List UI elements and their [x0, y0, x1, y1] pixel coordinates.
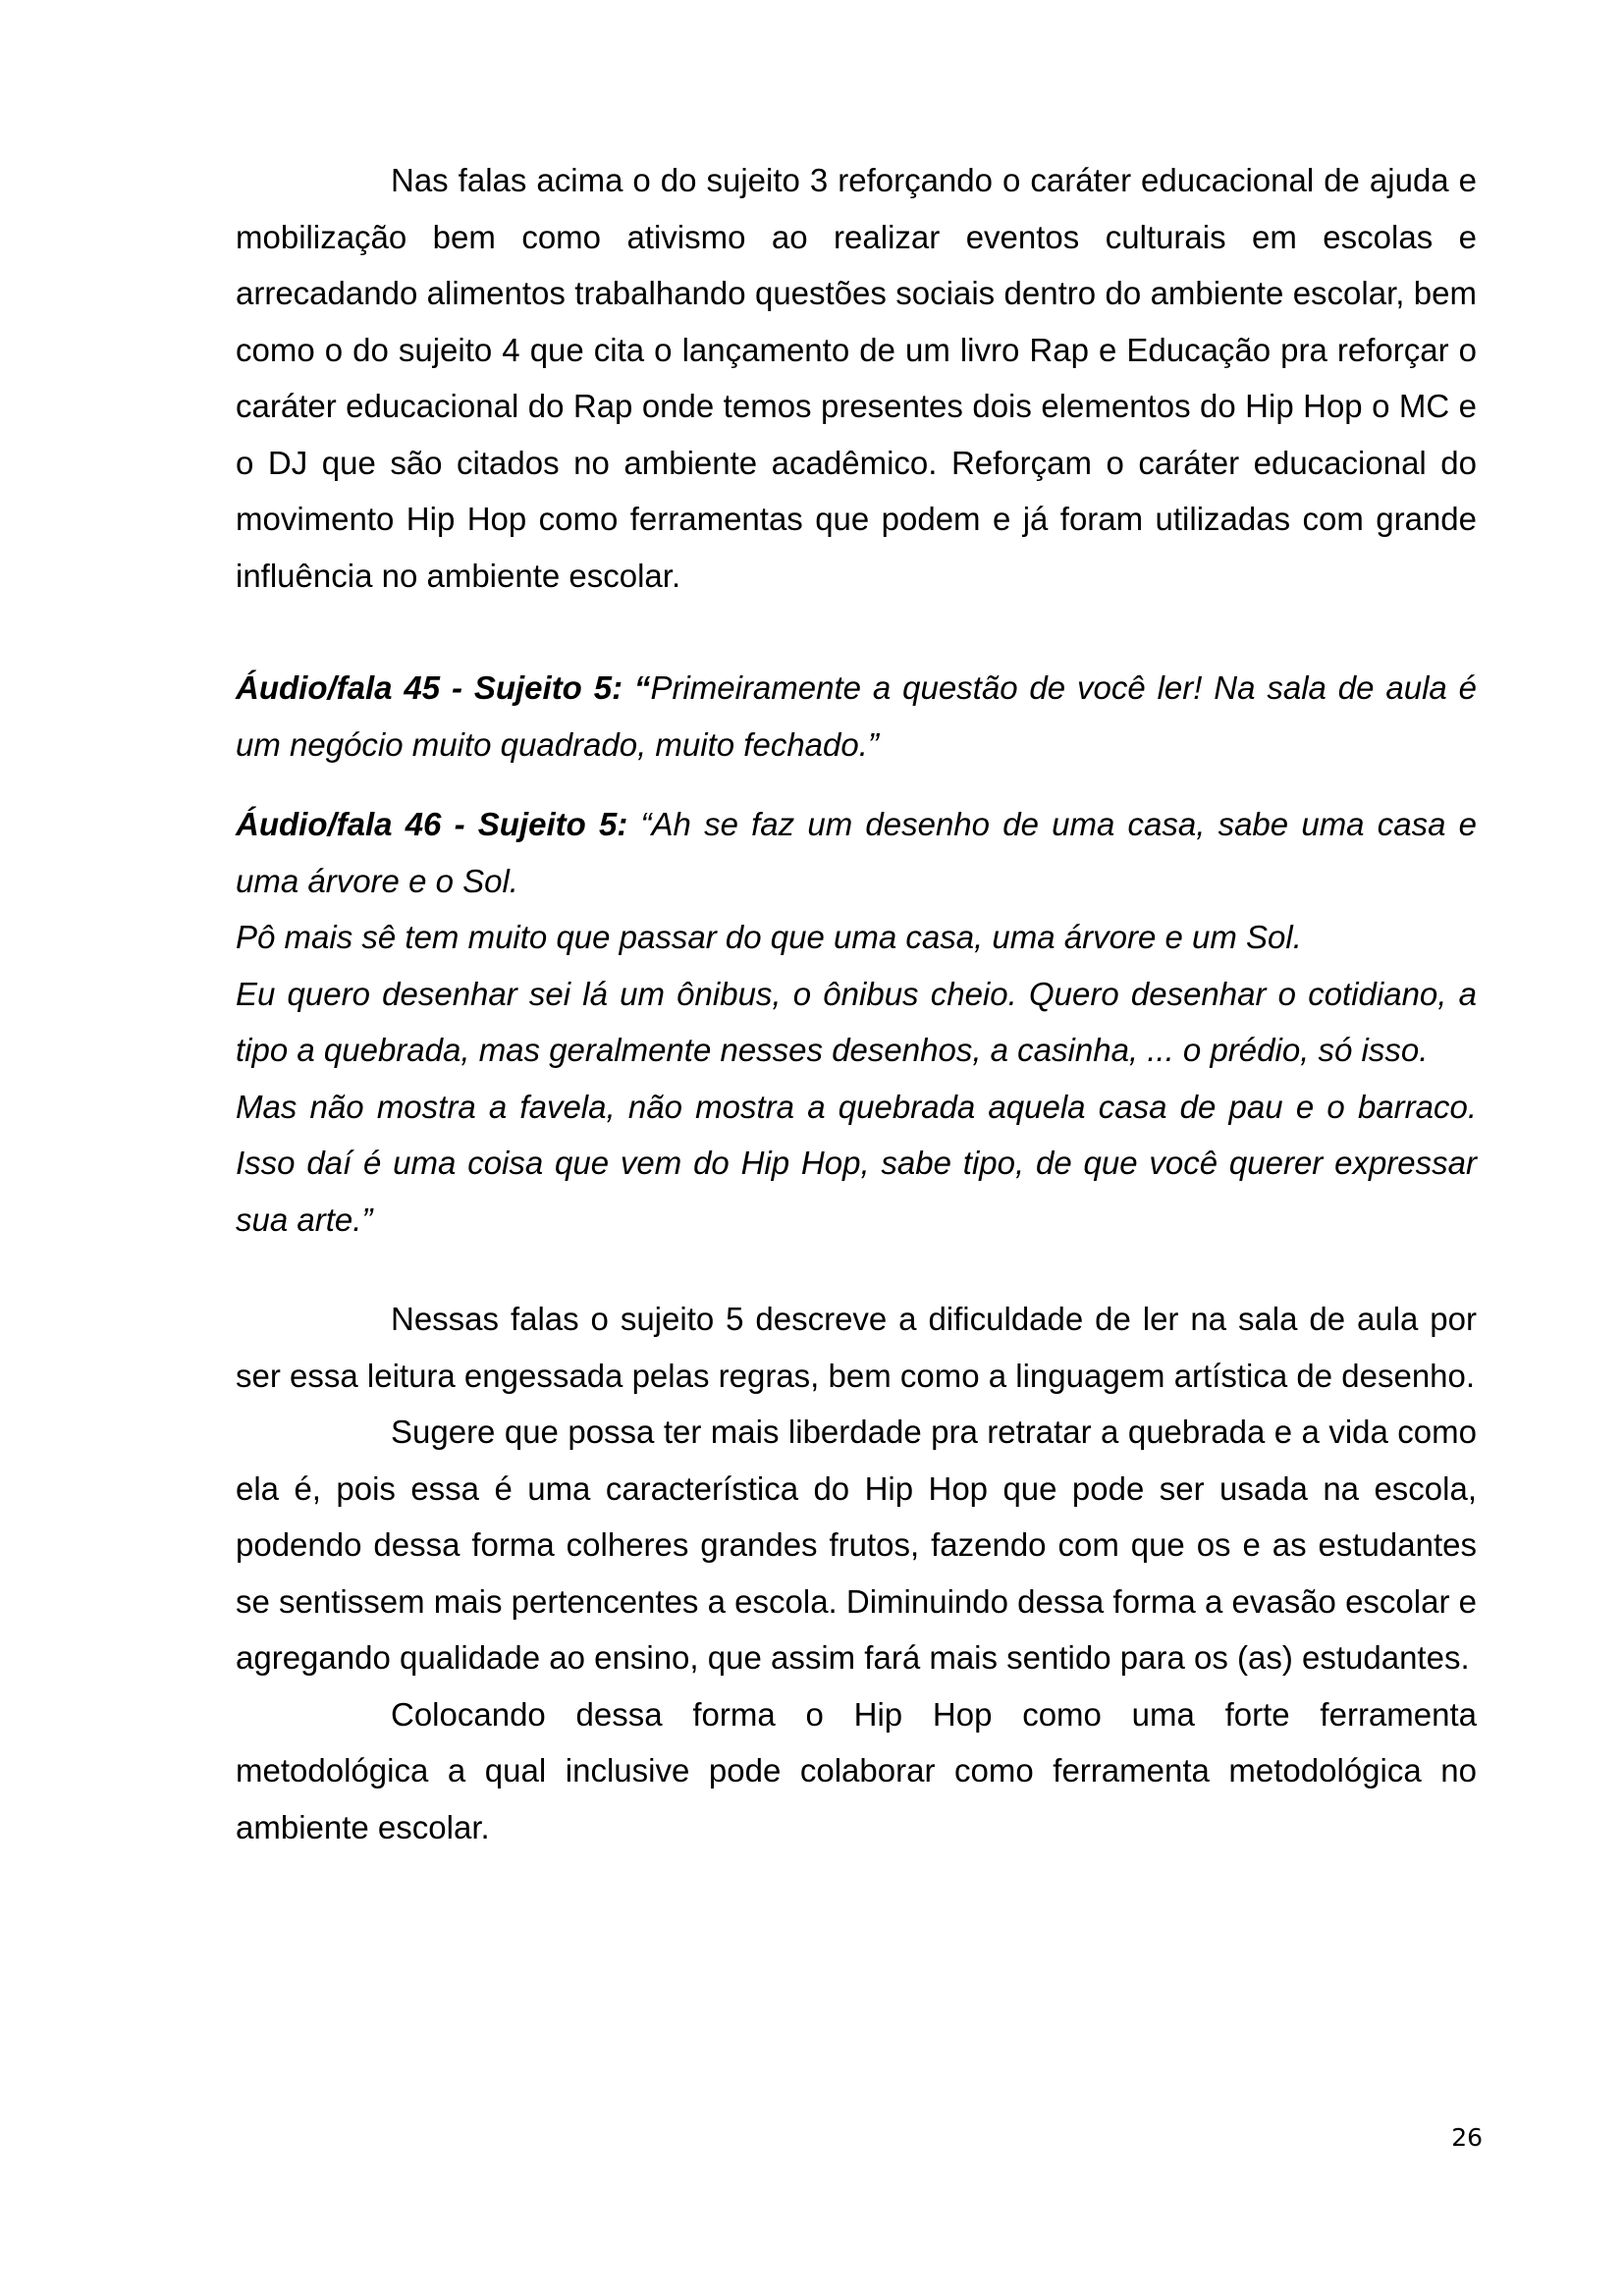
quote-46-line-text: “Ah se faz um desenho de uma casa, sabe uma casa e uma árvore e o Sol.	[236, 806, 1477, 899]
paragraph-subject-5-analysis: Nessas falas o sujeito 5 descreve a dificuldade de ler na sala de aula por ser essa leitura engessada pelas regras, bem como a linguagem artística de desenho.	[236, 1301, 1477, 1394]
spacer	[236, 604, 1477, 660]
quote-46-line: Mas não mostra a favela, não mostra a quebrada aquela casa de pau e o barraco. Isso daí é uma coisa que vem do Hip Hop, sabe tipo, de que você querer expressar sua arte.”	[236, 1088, 1477, 1238]
quote-46-line	[236, 796, 1477, 909]
page-number: 26	[1451, 2123, 1483, 2152]
quote-46-line: Eu quero desenhar sei lá um ônibus, o ônibus cheio. Quero desenhar o cotidiano, a tipo a quebrada, mas geralmente nesses desenhos, a casinha, ... o prédio, só isso.	[236, 975, 1477, 1068]
quote-audio-46	[236, 796, 1477, 1248]
paragraph-suggestion: Sugere que possa ter mais liberdade pra retratar a quebrada e a vida como ela é, pois essa é uma característica do Hip Hop que pode ser usada na escola, podendo dessa forma colheres grandes frutos, fazendo com que os e as estudantes se sentissem mais pertencentes a escola. Diminuindo dessa forma a evasão escolar e agregando qualidade ao ensino, que assim fará mais sentido para os (as) estudantes.	[236, 1414, 1477, 1676]
quote-audio-45	[236, 660, 1477, 773]
quote-46-label: Áudio/fala 46 - Sujeito 5:	[236, 806, 628, 842]
spacer	[236, 1248, 1477, 1291]
quote-45-label: Áudio/fala 45 - Sujeito 5: “	[236, 669, 651, 706]
spacer	[236, 773, 1477, 796]
quote-46-line: Pô mais sê tem muito que passar do que uma casa, uma árvore e um Sol.	[236, 919, 1302, 955]
paragraph-analysis-subjects-3-4: Nas falas acima o do sujeito 3 reforçando o caráter educacional de ajuda e mobilização bem como ativismo ao realizar eventos culturais em escolas e arrecadando alimentos trabalhando questões sociais dentro do ambiente escolar, bem como o do sujeito 4 que cita o lançamento de um livro Rap e Educação pra reforçar o caráter educacional do Rap onde temos presentes dois elementos do Hip Hop o MC e o DJ que são citados no ambiente acadêmico. Reforçam o caráter educacional do movimento Hip Hop como ferramentas que podem e já foram utilizadas com grande influência no ambiente escolar.	[236, 162, 1477, 594]
document-page	[236, 152, 1477, 1855]
quote-45-text: Primeiramente a questão de você ler! Na sala de aula é um negócio muito quadrado, muito fechado.”	[236, 669, 1477, 763]
paragraph-conclusion: Colocando dessa forma o Hip Hop como uma forte ferramenta metodológica a qual inclusive pode colaborar como ferramenta metodológica no ambiente escolar.	[236, 1695, 1477, 1845]
